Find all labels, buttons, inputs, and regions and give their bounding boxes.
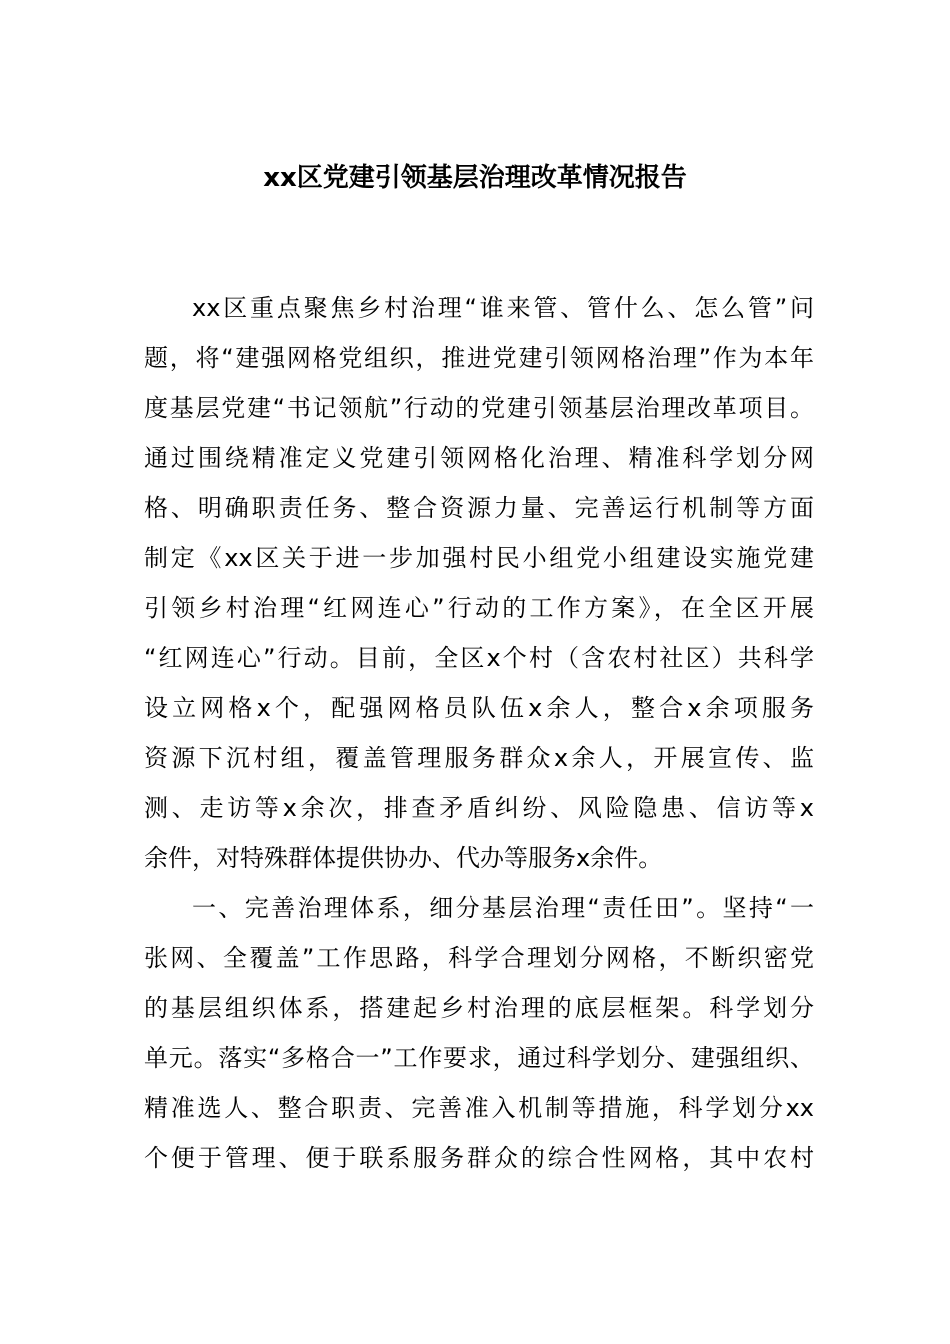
paragraph-2-line-6: 个便于管理、便于联系服务群众的综合性网格，其中农村 — [144, 1144, 814, 1172]
paragraph-1-line-8: “红网连心”行动。目前，全区x个村（含农村社区）共科学 — [144, 644, 814, 672]
paragraph-1-line-5: 格、明确职责任务、整合资源力量、完善运行机制等方面 — [144, 494, 814, 522]
paragraph-2-line-1: 一、完善治理体系，细分基层治理“责任田”。坚持“一 — [192, 894, 814, 922]
paragraph-1-line-12: 余件，对特殊群体提供协办、代办等服务x余件。 — [144, 844, 663, 872]
paragraph-1-line-10: 资源下沉村组，覆盖管理服务群众x余人，开展宣传、监 — [144, 744, 814, 772]
paragraph-2-line-4: 单元。落实“多格合一”工作要求，通过科学划分、建强组织、 — [144, 1044, 814, 1072]
paragraph-1-line-2: 题，将“建强网格党组织，推进党建引领网格治理”作为本年 — [144, 344, 814, 372]
paragraph-2-line-3: 的基层组织体系，搭建起乡村治理的底层框架。科学划分 — [144, 994, 814, 1022]
paragraph-1-line-11: 测、走访等x余次，排查矛盾纠纷、风险隐患、信访等x — [144, 794, 814, 822]
paragraph-1-line-3: 度基层党建“书记领航”行动的党建引领基层治理改革项目。 — [144, 394, 814, 422]
paragraph-2-line-5: 精准选人、整合职责、完善准入机制等措施，科学划分xx — [144, 1094, 814, 1122]
document-body — [144, 283, 814, 1183]
paragraph-1-line-4: 通过围绕精准定义党建引领网格化治理、精准科学划分网 — [144, 444, 814, 472]
paragraph-1-line-1: xx区重点聚焦乡村治理“谁来管、管什么、怎么管”问 — [192, 294, 814, 322]
document-title: xx区党建引领基层治理改革情况报告 — [263, 163, 687, 193]
paragraph-1-line-6: 制定《xx区关于进一步加强村民小组党小组建设实施党建 — [144, 544, 814, 572]
paragraph-1-line-9: 设立网格x个，配强网格员队伍x余人，整合x余项服务 — [144, 694, 814, 722]
paragraph-1-line-7: 引领乡村治理“红网连心”行动的工作方案》，在全区开展 — [144, 594, 814, 622]
paragraph-2-line-2: 张网、全覆盖”工作思路，科学合理划分网格，不断织密党 — [144, 944, 814, 972]
